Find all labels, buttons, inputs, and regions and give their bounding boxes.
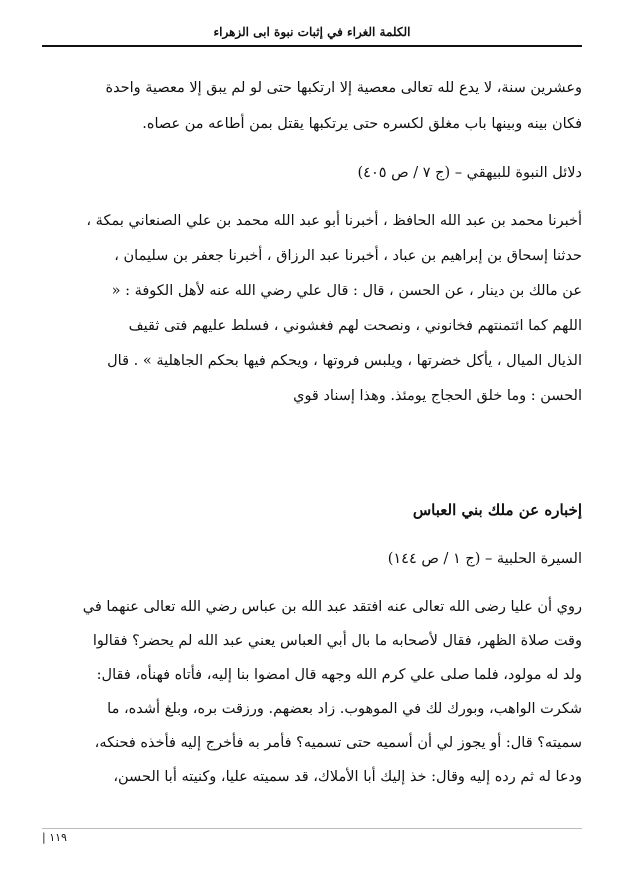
source-reference: السيرة الحلبية – (ج ١ / ص ١٤٤) [387,551,582,567]
hadith-paragraph [42,204,582,414]
section-heading: إخباره عن ملك بني العباس [412,501,582,519]
source-reference: دلائل النبوة للبيهقي – (ج ٧ / ص ٤٠٥) [357,165,582,181]
page-number: ١١٩ | [42,831,67,844]
footer-rule [42,828,582,829]
text-line: روي أن عليا رضى الله تعالى عنه افتقد عبد الله بن عباس رضي الله تعالى عنهما في [82,599,582,615]
text-line: فكان بينه وبينها باب مغلق لكسره حتى يرتكبها يقتل بمن أطاعه من عصاه. [142,116,582,132]
text-line: ودعا له ثم رده إليه وقال: خذ إليك أبا الأملاك، قد سميته عليا، وكنيته أبا الحسن، [113,769,582,785]
text-line: وعشرين سنة، لا يدع لله تعالى معصية إلا ارتكبها حتى لو لم يبق إلا معصية واحدة [105,80,582,96]
text-line: الحسن : وما خلق الحجاج يومئذ. وهذا إسناد قوي [293,388,582,404]
running-header: الكلمة الغراء في إثبات نبوة ابى الزهراء [213,25,411,39]
text-line: عن مالك بن دينار ، عن الحسن ، قال : قال علي رضي الله عنه لأهل الكوفة : « [111,283,582,299]
text-line: أخبرنا محمد بن عبد الله الحافظ ، أخبرنا أبو عبد الله محمد بن علي الصنعاني بمكة ، [86,213,582,229]
text-line: شكرت الواهب، وبورك لك في الموهوب. زاد بعضهم. ورزقت بره، وبلغ أشده، ما [107,701,582,717]
text-line: حدثنا إسحاق بن إبراهيم بن عباد ، أخبرنا عبد الرزاق ، أخبرنا جعفر بن سليمان ، [114,248,582,264]
text-line: ولد له مولود، فلما صلى علي كرم الله وجهه قال امضوا بنا إليه، فأتاه فهنأه، فقال: [96,667,582,683]
narration-paragraph [42,590,582,794]
text-line: اللهم كما ائتمنتهم فخانوني ، ونصحت لهم فغشوني ، فسلط عليهم فتى ثقيف [128,318,582,334]
header-rule [42,45,582,47]
text-line: الذيال الميال ، يأكل خضرتها ، ويلبس فروتها ، ويحكم فيها بحكم الجاهلية » . قال [107,353,582,369]
text-line: سميته؟ قال: أو يجوز لي أن أسميه حتى تسميه؟ فأمر به فأخرج إليه فأخذه فحنكه، [94,735,582,751]
paragraph-continuation [42,70,582,142]
text-line: وقت صلاة الظهر، فقال لأصحابه ما بال أبي العباس يعني عبد الله لم يحضر؟ فقالوا [92,633,582,649]
